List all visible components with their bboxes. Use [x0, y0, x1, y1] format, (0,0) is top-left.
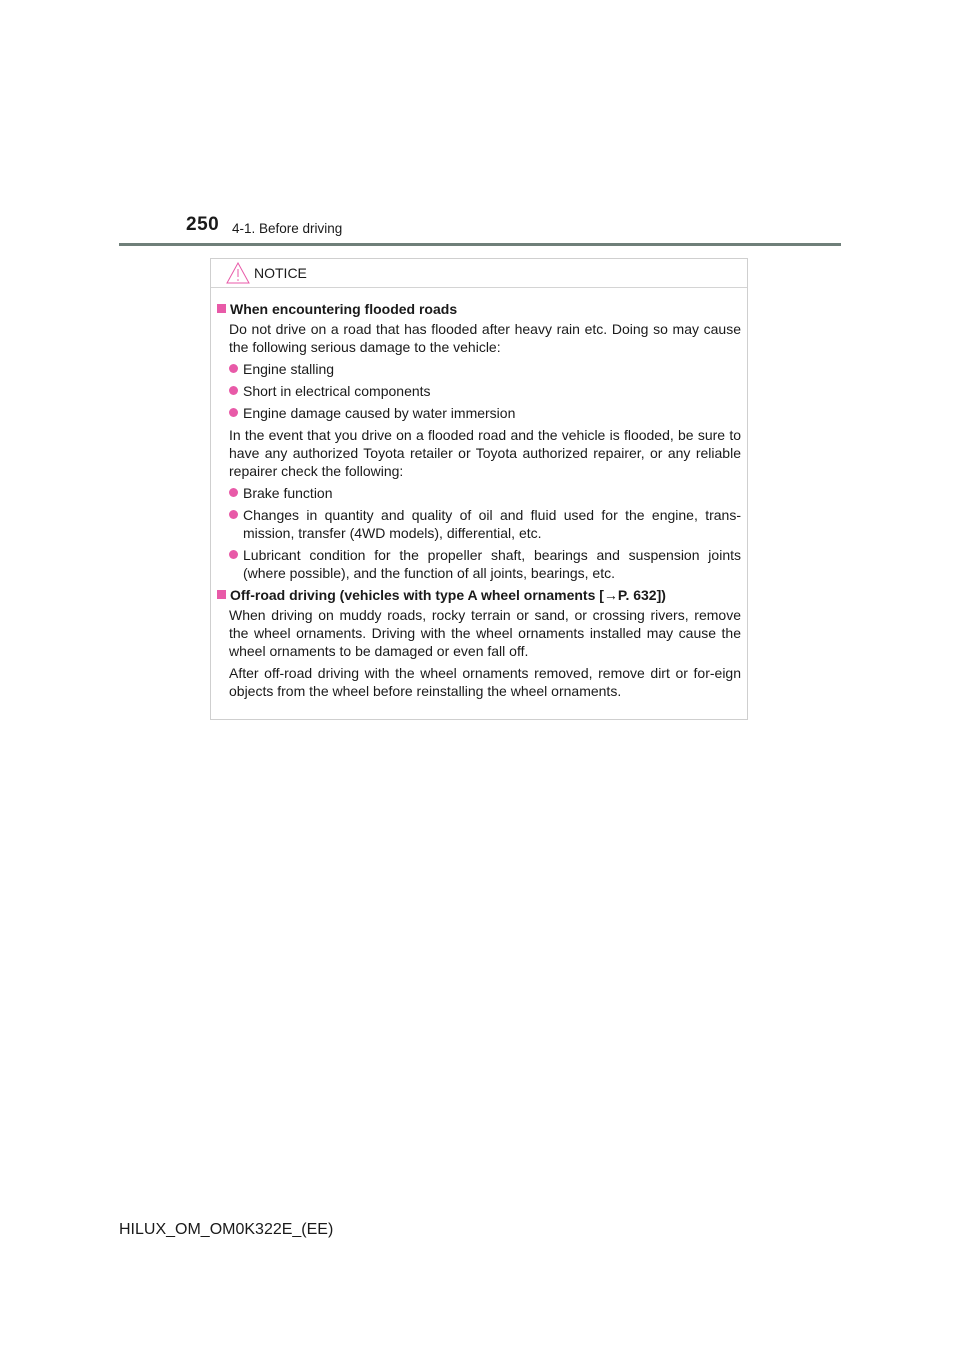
- notice-box: [210, 258, 748, 720]
- warning-triangle-icon: [226, 262, 250, 284]
- notice-section-offroad: [217, 586, 741, 700]
- list-item-text: Lubricant condition for the propeller shaft, bearings and suspension joints (where possible), and the function of all joints, bearings, etc.: [243, 547, 741, 581]
- list-item: [217, 546, 741, 582]
- paragraph: After off-road driving with the wheel ornaments removed, remove dirt or for-eign objects from the wheel before reinstalling the wheel ornaments.: [229, 665, 741, 699]
- footer-doc-code: HILUX_OM_OM0K322E_(EE): [119, 1221, 334, 1238]
- list-item-text: Engine damage caused by water immersion: [243, 405, 516, 421]
- header-rule: [119, 243, 841, 246]
- circle-bullet-icon: [229, 386, 238, 395]
- list-item-text: Brake function: [243, 485, 333, 501]
- list-item-text: Changes in quantity and quality of oil and fluid used for the engine, trans-mission, transfer (4WD models), differential, etc.: [243, 507, 741, 541]
- circle-bullet-icon: [229, 364, 238, 373]
- list-item: [217, 382, 741, 400]
- square-bullet-icon: [217, 304, 226, 313]
- section-title: 4-1. Before driving: [232, 221, 343, 236]
- list-item: [217, 484, 741, 502]
- heading-text: Off-road driving (vehicles with type A wheel ornaments [→P. 632]): [230, 587, 666, 603]
- heading-text: When encountering flooded roads: [230, 301, 458, 317]
- paragraph: Do not drive on a road that has flooded after heavy rain etc. Doing so may cause the following serious damage to the vehicle:: [229, 321, 741, 355]
- notice-label: NOTICE: [254, 265, 307, 281]
- circle-bullet-icon: [229, 550, 238, 559]
- section-heading: [217, 586, 741, 604]
- notice-section-flooded: [217, 300, 741, 582]
- notice-header: [211, 259, 747, 288]
- list-item-text: Short in electrical components: [243, 383, 431, 399]
- paragraph: In the event that you drive on a flooded road and the vehicle is flooded, be sure to have any authorized Toyota retailer or Toyota authorized repairer, or any reliable repairer check the following:: [229, 427, 741, 479]
- list-item-text: Engine stalling: [243, 361, 335, 377]
- list-item: [217, 360, 741, 378]
- page-number: 250: [186, 214, 220, 235]
- list-item: [217, 506, 741, 542]
- paragraph: When driving on muddy roads, rocky terrain or sand, or crossing rivers, remove the wheel ornaments. Driving with the wheel ornaments installed may cause the wheel ornaments to be damaged or even fall off.: [229, 607, 741, 659]
- section-heading: [217, 300, 741, 318]
- circle-bullet-icon: [229, 488, 238, 497]
- circle-bullet-icon: [229, 510, 238, 519]
- list-item: [217, 404, 741, 422]
- notice-body: [211, 288, 747, 700]
- circle-bullet-icon: [229, 408, 238, 417]
- square-bullet-icon: [217, 590, 226, 599]
